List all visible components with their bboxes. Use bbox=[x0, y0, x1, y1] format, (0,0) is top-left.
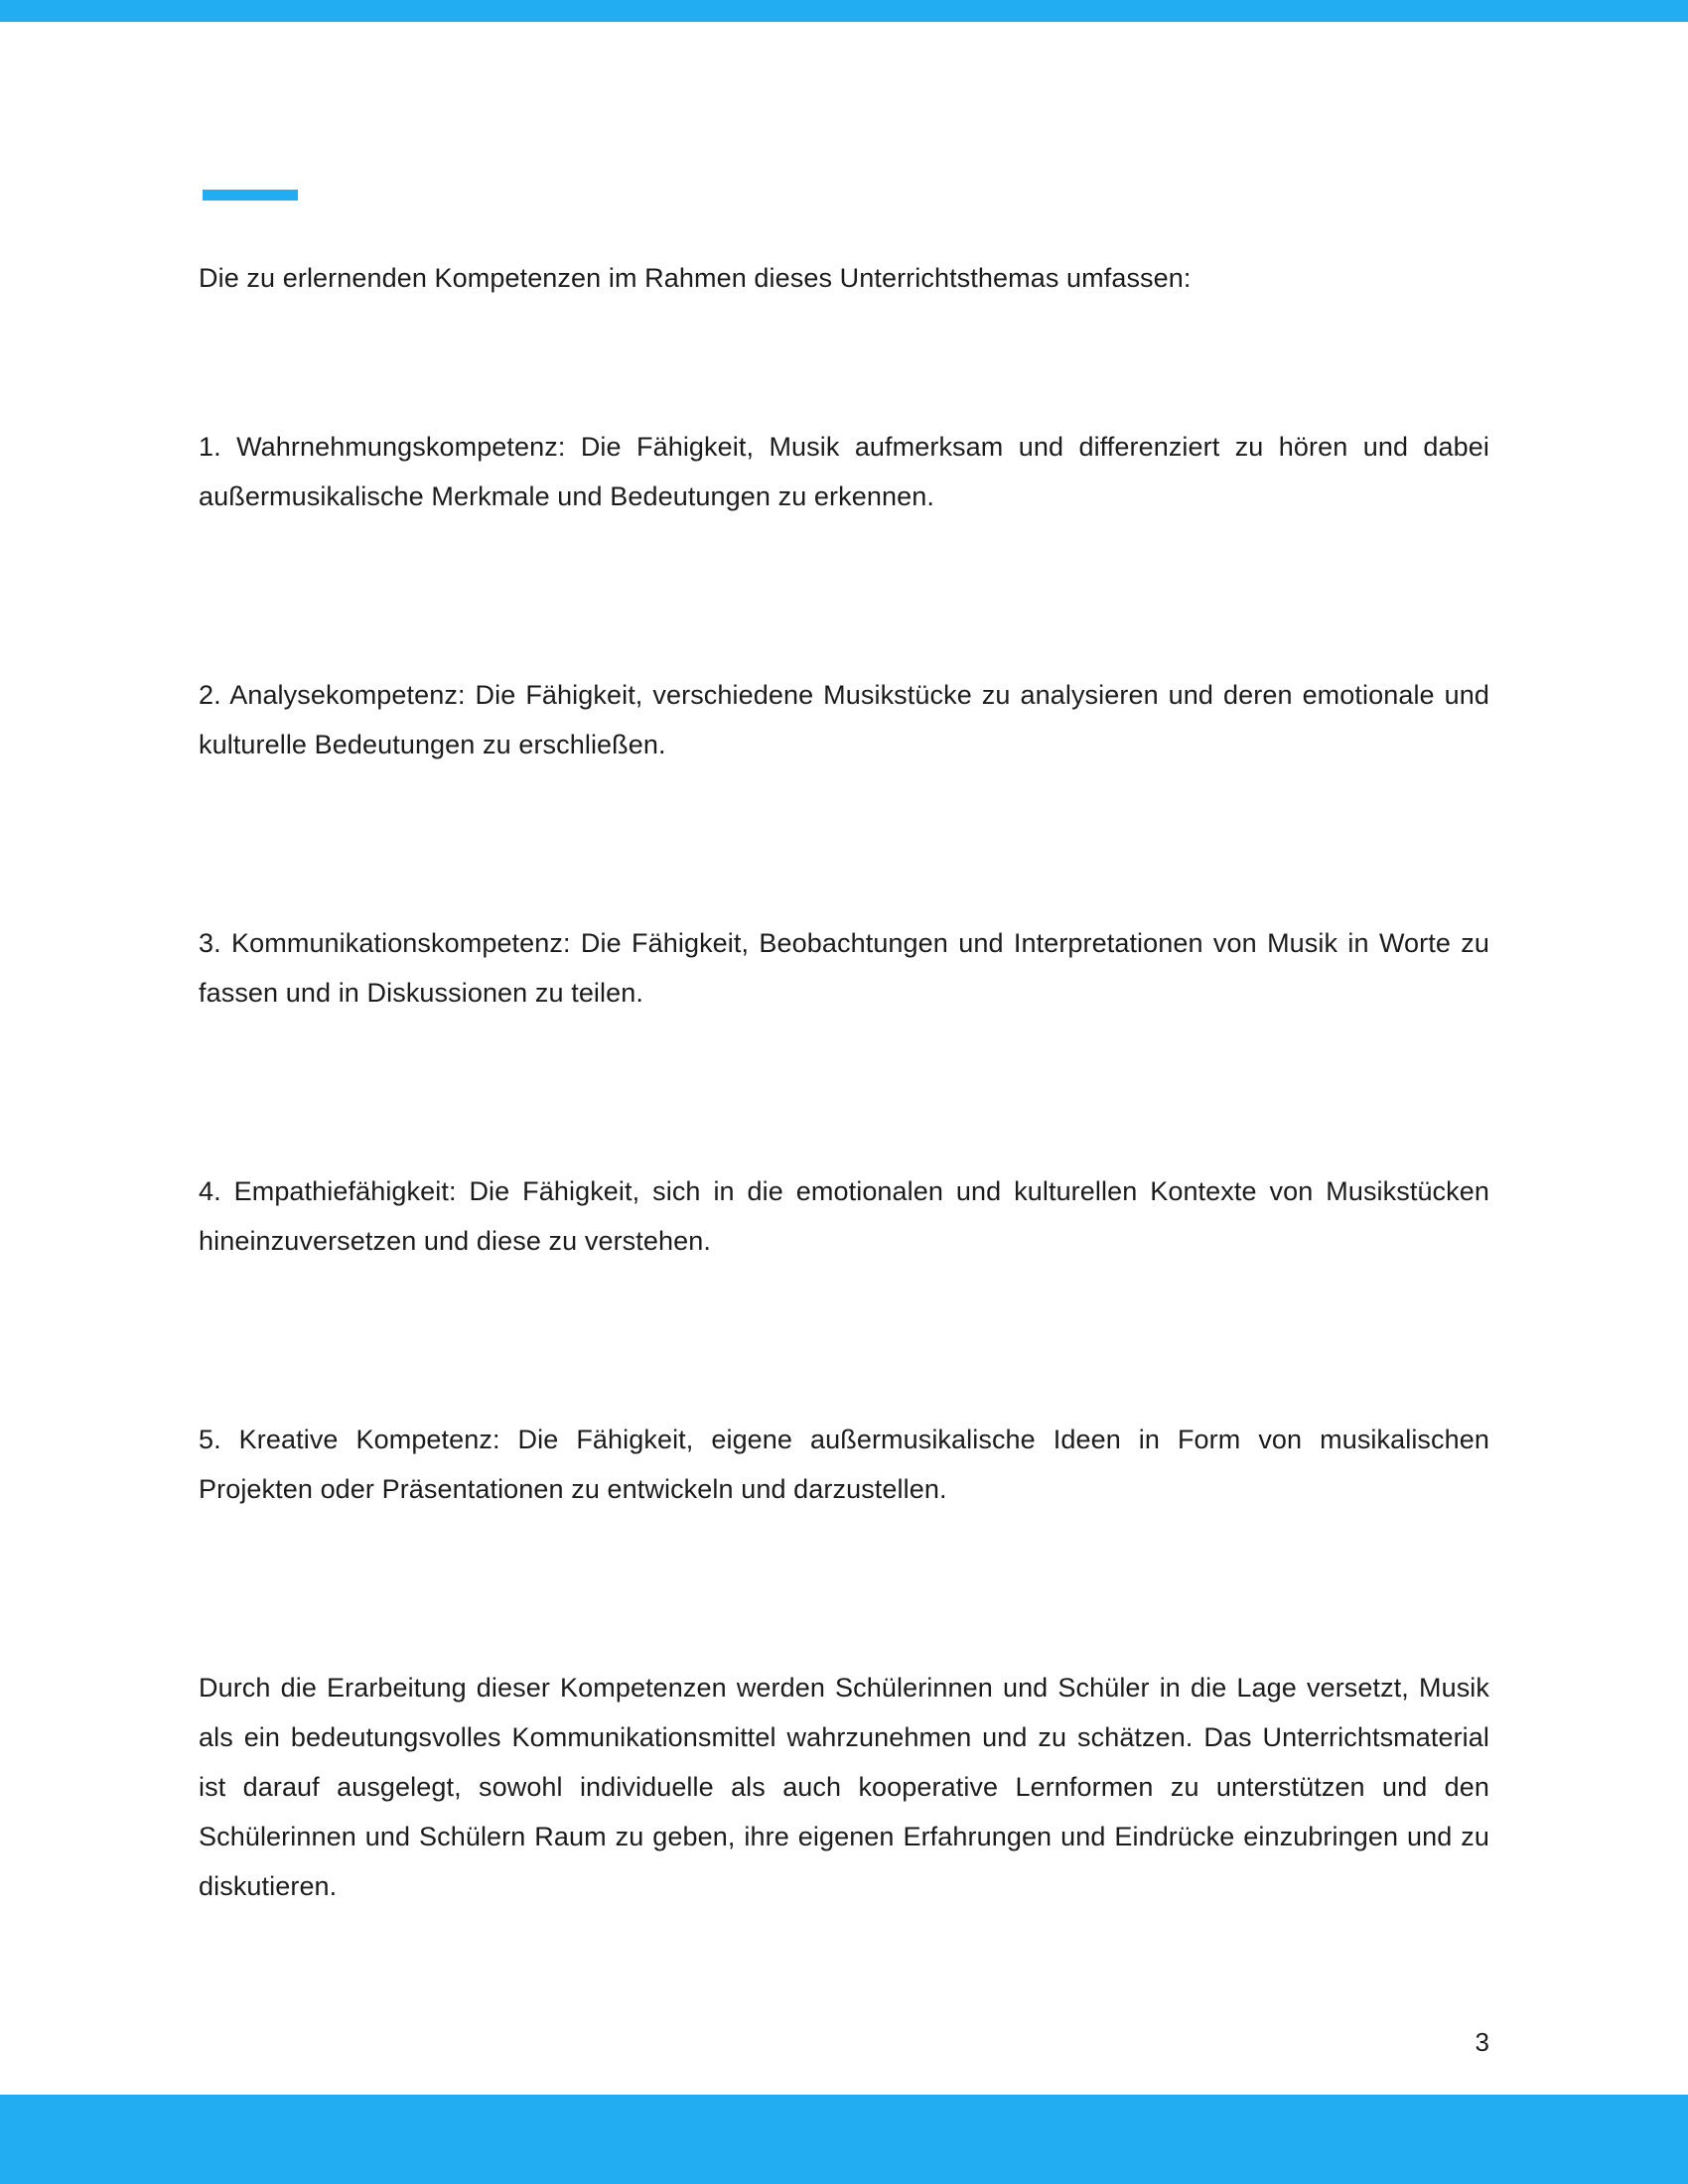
competency-item-5: 5. Kreative Kompetenz: Die Fähigkeit, eigene außermusikalische Ideen in Form von musikalischen Projekten oder Präsentationen zu entwickeln und darzustellen. bbox=[199, 1425, 1489, 1504]
competency-item-4: 4. Empathiefähigkeit: Die Fähigkeit, sich in die emotionalen und kulturellen Kontexte von Musikstücken hineinzuversetzen und diese zu verstehen. bbox=[199, 1176, 1489, 1256]
section-accent-rule bbox=[203, 190, 298, 201]
page-number: 3 bbox=[1475, 2027, 1489, 2057]
intro-paragraph: Die zu erlernenden Kompetenzen im Rahmen dieses Unterrichtsthemas umfassen: bbox=[199, 263, 1192, 293]
competency-item-3: 3. Kommunikationskompetenz: Die Fähigkeit, Beobachtungen und Interpretationen von Musik in Worte zu fassen und in Diskussionen zu teilen. bbox=[199, 928, 1489, 1008]
competency-item-1: 1. Wahrnehmungskompetenz: Die Fähigkeit, Musik aufmerksam und differenziert zu hören und dabei außermusikalische Merkmale und Bedeutungen zu erkennen. bbox=[199, 432, 1489, 511]
bottom-accent-bar bbox=[0, 2095, 1688, 2184]
competency-item-2: 2. Analysekompetenz: Die Fähigkeit, verschiedene Musikstücke zu analysieren und deren emotionale und kulturelle Bedeutungen zu erschließen. bbox=[199, 680, 1489, 759]
top-accent-bar bbox=[0, 0, 1688, 22]
closing-paragraph: Durch die Erarbeitung dieser Kompetenzen werden Schülerinnen und Schüler in die Lage versetzt, Musik als ein bedeutungsvolles Kommunikationsmittel wahrzunehmen und zu schätzen. Das Unterrichtsmaterial ist darauf ausgelegt, sowohl individuelle als auch kooperative Lernformen zu unterstützen und den Schülerinnen und Schülern Raum zu geben, ihre eigenen Erfahrungen und Eindrücke einzubringen und zu diskutieren. bbox=[199, 1673, 1489, 1901]
document-body bbox=[199, 253, 1489, 1911]
